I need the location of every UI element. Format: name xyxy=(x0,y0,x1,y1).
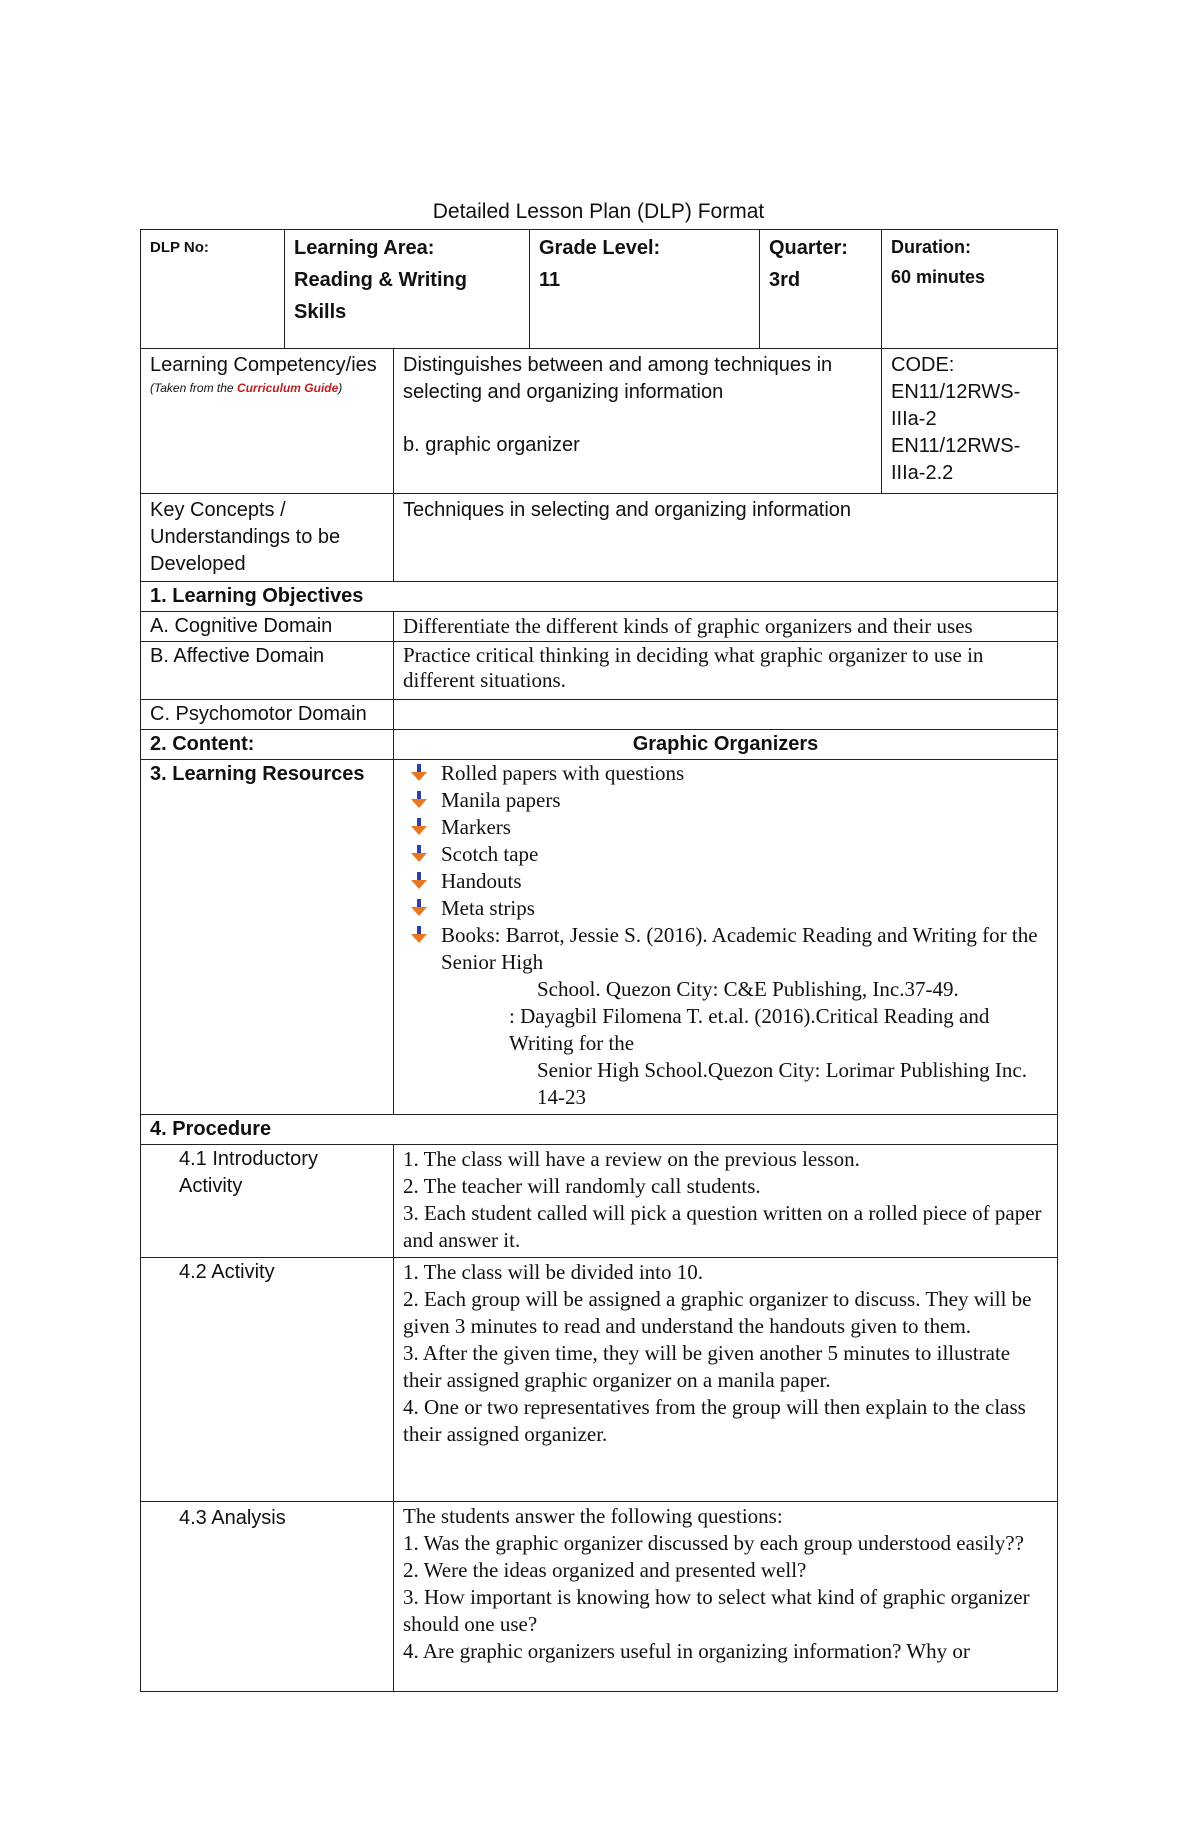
book-citation-1: Books: Barrot, Jessie S. (2016). Academic Reading and Writing for the Senior High xyxy=(441,923,1038,974)
intro-line: 3. Each student called will pick a question written on a rolled piece of paper and answer it. xyxy=(403,1201,1042,1252)
content-row xyxy=(141,730,1058,760)
code-2: IIIa-2 xyxy=(891,408,937,430)
content-label: 2. Content: xyxy=(141,730,394,760)
quarter-label: Quarter: xyxy=(769,237,848,259)
code-4: IIIa-2.2 xyxy=(891,462,954,484)
duration-label: Duration: xyxy=(891,237,971,257)
list-item xyxy=(441,841,1048,868)
competency-label: Learning Competency/ies xyxy=(150,354,377,376)
duration-cell xyxy=(882,230,1058,349)
objective-row xyxy=(141,612,1058,642)
resources-label: 3. Learning Resources xyxy=(141,760,394,1115)
book-citation-2: : Dayagbil Filomena T. et.al. (2016).Critical Reading and Writing for the xyxy=(509,1004,990,1055)
book-citation-1-cont: School. Quezon City: C&E Publishing, Inc.37-49. xyxy=(537,977,959,1001)
key-concepts-value: Techniques in selecting and organizing information xyxy=(394,494,1058,582)
header-row xyxy=(141,230,1058,349)
analysis-line: 3. How important is knowing how to select what kind of graphic organizer should one use? xyxy=(403,1585,1030,1636)
resources-cell xyxy=(394,760,1058,1115)
code-3: EN11/12RWS- xyxy=(891,435,1021,457)
analysis-label: 4.3 Analysis xyxy=(141,1502,394,1692)
intro-row xyxy=(141,1145,1058,1258)
activity-line: 2. Each group will be assigned a graphic organizer to discuss. They will be given 3 minutes to read and understand the handouts given to them. xyxy=(403,1287,1032,1338)
procedure-heading-row xyxy=(141,1115,1058,1145)
objective-label: A. Cognitive Domain xyxy=(141,612,394,642)
arrow-down-icon xyxy=(409,844,429,864)
quarter-value: 3rd xyxy=(769,269,801,291)
dlp-no-label: DLP No: xyxy=(150,239,209,256)
grade-level-value: 11 xyxy=(539,269,561,291)
dlp-no-cell xyxy=(141,230,285,349)
list-item xyxy=(441,1057,1048,1111)
analysis-line: 4. Are graphic organizers useful in organizing information? Why or xyxy=(403,1639,970,1663)
analysis-line: 1. Was the graphic organizer discussed by each group understood easily?? xyxy=(403,1531,1024,1555)
content-value: Graphic Organizers xyxy=(394,730,1058,760)
document-title: Detailed Lesson Plan (DLP) Format xyxy=(432,200,765,223)
resource-text: Handouts xyxy=(441,869,522,893)
intro-line: 2. The teacher will randomly call students. xyxy=(403,1174,761,1198)
learning-area-label: Learning Area: xyxy=(294,237,435,259)
competency-text-cell xyxy=(394,349,882,494)
arrow-down-icon xyxy=(409,925,429,945)
key-concepts-label: Key Concepts / Understandings to be Developed xyxy=(141,494,394,582)
objective-value: Practice critical thinking in deciding what graphic organizer to use in different situations. xyxy=(394,642,1058,700)
objective-row xyxy=(141,700,1058,730)
analysis-row xyxy=(141,1502,1058,1692)
lesson-plan-table xyxy=(140,229,1058,1692)
activity-line: 3. After the given time, they will be given another 5 minutes to illustrate their assigned graphic organizer on a manila paper. xyxy=(403,1341,1011,1392)
arrow-down-icon xyxy=(409,817,429,837)
code-1: EN11/12RWS- xyxy=(891,381,1021,403)
activity-row xyxy=(141,1258,1058,1502)
resources-list xyxy=(403,760,1048,1111)
list-item xyxy=(441,895,1048,922)
list-item xyxy=(441,787,1048,814)
list-item xyxy=(441,868,1048,895)
competency-text: Distinguishes between and among techniques in selecting and organizing information xyxy=(403,354,833,403)
curriculum-note xyxy=(150,379,384,397)
code-label: CODE: xyxy=(891,354,955,376)
analysis-line: 2. Were the ideas organized and presented well? xyxy=(403,1558,807,1582)
arrow-down-icon xyxy=(409,871,429,891)
book-citation-2-cont: Senior High School.Quezon City: Lorimar Publishing Inc. 14-23 xyxy=(537,1058,1027,1109)
learning-area-value: Reading & Writing Skills xyxy=(294,269,467,323)
list-item xyxy=(441,1003,1048,1057)
procedure-heading: 4. Procedure xyxy=(141,1115,1058,1145)
list-item xyxy=(441,760,1048,787)
arrow-down-icon xyxy=(409,898,429,918)
quarter-cell xyxy=(760,230,882,349)
activity-line: 1. The class will be divided into 10. xyxy=(403,1260,703,1284)
key-concepts-row xyxy=(141,494,1058,582)
list-item xyxy=(441,814,1048,841)
objectives-heading: 1. Learning Objectives xyxy=(141,582,1058,612)
resource-text: Manila papers xyxy=(441,788,561,812)
grade-level-cell xyxy=(530,230,760,349)
objective-value xyxy=(394,700,1058,730)
learning-area-cell xyxy=(285,230,530,349)
activity-line: 4. One or two representatives from the group will then explain to the class their assigned organizer. xyxy=(403,1395,1026,1446)
objective-row xyxy=(141,642,1058,700)
duration-value: 60 minutes xyxy=(891,267,986,287)
intro-line: 1. The class will have a review on the previous lesson. xyxy=(403,1147,860,1171)
objective-label: B. Affective Domain xyxy=(141,642,394,700)
grade-level-label: Grade Level: xyxy=(539,237,661,259)
competency-row xyxy=(141,349,1058,494)
note-suffix: ) xyxy=(338,381,343,395)
resources-row xyxy=(141,760,1058,1115)
analysis-line: The students answer the following questions: xyxy=(403,1504,783,1528)
arrow-down-icon xyxy=(409,790,429,810)
competency-sub: b. graphic organizer xyxy=(403,434,580,456)
objective-label: C. Psychomotor Domain xyxy=(141,700,394,730)
analysis-cell xyxy=(394,1502,1058,1692)
list-item xyxy=(441,922,1048,976)
competency-label-cell xyxy=(141,349,394,494)
intro-cell xyxy=(394,1145,1058,1258)
list-item xyxy=(441,976,1048,1003)
resource-text: Meta strips xyxy=(441,896,535,920)
resource-text: Scotch tape xyxy=(441,842,539,866)
arrow-down-icon xyxy=(409,763,429,783)
activity-label: 4.2 Activity xyxy=(141,1258,394,1502)
curriculum-guide-link: Curriculum Guide xyxy=(236,381,339,395)
resource-text: Rolled papers with questions xyxy=(441,761,685,785)
code-cell xyxy=(882,349,1058,494)
intro-label: 4.1 Introductory Activity xyxy=(141,1145,394,1258)
activity-cell xyxy=(394,1258,1058,1502)
objective-value: Differentiate the different kinds of graphic organizers and their uses xyxy=(394,612,1058,642)
resource-text: Markers xyxy=(441,815,511,839)
note-prefix: (Taken from the xyxy=(150,381,237,395)
objectives-heading-row xyxy=(141,582,1058,612)
